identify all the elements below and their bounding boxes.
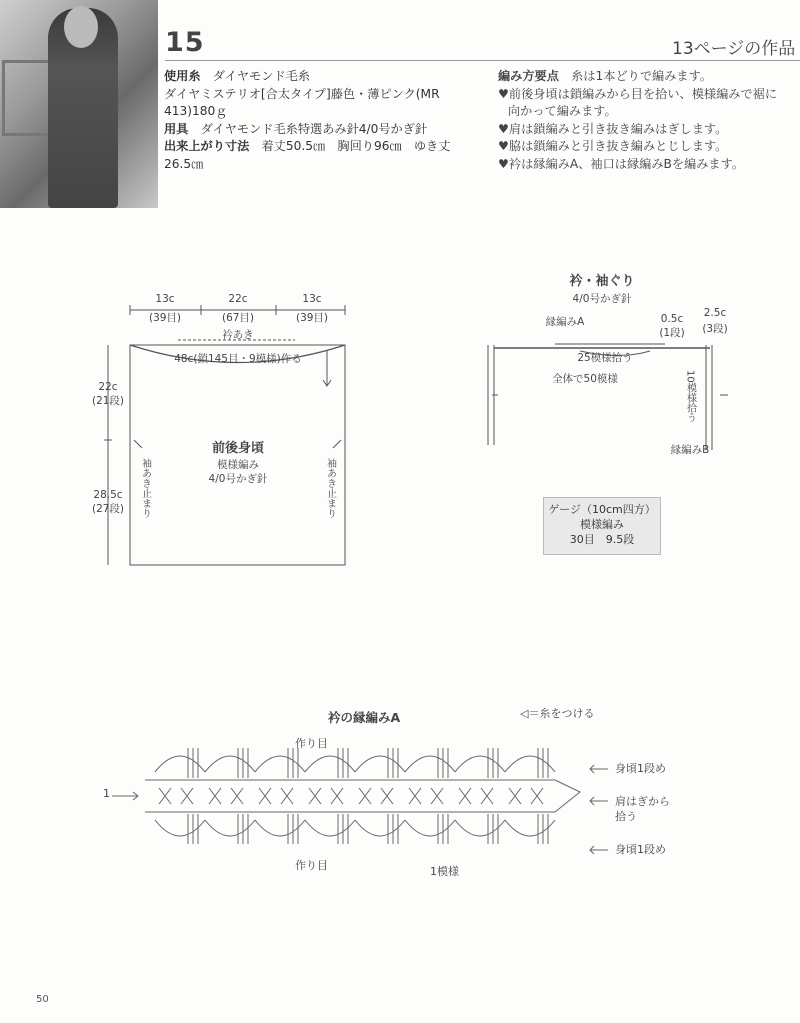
top-mid-width: 22c bbox=[228, 293, 248, 305]
body-title: 前後身頃 bbox=[211, 441, 265, 456]
pattern-number: 15 bbox=[165, 27, 205, 58]
chain-label: 48c(鎖145目・9模様)作る bbox=[174, 353, 302, 365]
right-rows: (3段) bbox=[702, 323, 728, 335]
chart-cross-stitch bbox=[259, 788, 271, 804]
instruction-step: ♥衿は縁編みA、袖口は縁編みBを編みます。 bbox=[498, 156, 745, 171]
chart-end-turn bbox=[555, 780, 580, 812]
chart-repeat-label: 1模様 bbox=[430, 865, 459, 878]
neck-label: 衿あき bbox=[222, 329, 254, 341]
edge-b-label: 縁編みB bbox=[670, 444, 710, 456]
chart-cross-stitch bbox=[209, 788, 221, 804]
gauge-stitch: 模様編み bbox=[580, 518, 624, 531]
collar-diagram bbox=[470, 270, 750, 470]
right-mid-arrow bbox=[590, 797, 608, 805]
left-upper-length: 22c bbox=[98, 381, 118, 393]
left-lower-rows: (27段) bbox=[91, 503, 125, 515]
top-right-width: 13c bbox=[302, 293, 322, 305]
body-stitch: 模様編み bbox=[217, 459, 259, 471]
total-label: 全体で50模様 bbox=[552, 373, 618, 385]
chart-title: 衿の縁編みA bbox=[328, 710, 401, 725]
instruction-step: ♥前後身頃は鎖編みから目を拾い、模様編みで裾に bbox=[498, 86, 778, 101]
chart-cross-stitch bbox=[509, 788, 521, 804]
chart-cross-stitch bbox=[531, 788, 543, 804]
left-upper-rows: (21段) bbox=[91, 395, 125, 407]
collar-title: 衿・袖ぐり bbox=[569, 274, 635, 289]
materials-block bbox=[164, 68, 474, 173]
header-divider bbox=[165, 60, 800, 61]
chart-top-label: 作り目 bbox=[295, 737, 328, 750]
right-small-width: 0.5c bbox=[660, 313, 684, 325]
body-diagram bbox=[90, 290, 360, 580]
chart-symbols bbox=[112, 748, 608, 854]
instructions-intro: 糸は1本どりで編みます。 bbox=[571, 69, 712, 83]
photo-window bbox=[2, 60, 52, 136]
chart-right-mid-2: 拾う bbox=[615, 810, 637, 823]
instructions-label: 編み方要点 bbox=[498, 69, 559, 83]
instruction-step: 向かって編みます。 bbox=[508, 104, 617, 118]
top-mid-rows: (67目) bbox=[221, 312, 255, 324]
instructions-block bbox=[498, 68, 800, 173]
chart-cross-stitch bbox=[409, 788, 421, 804]
chart-legend: ◁＝糸をつける bbox=[520, 707, 595, 720]
yarn-detail: ダイヤミステリオ[合太タイプ]藤色・薄ピンク(MR 413)180ｇ bbox=[164, 86, 440, 118]
chart-cross-stitch bbox=[231, 788, 243, 804]
right-bottom-arrow bbox=[590, 846, 608, 854]
collar-right-edge bbox=[706, 345, 712, 450]
size-label: 出来上がり寸法 bbox=[164, 139, 250, 153]
gauge-title: ゲージ（10cm四方） bbox=[548, 503, 656, 516]
gauge-box bbox=[543, 497, 661, 555]
top-left-rows: (39目) bbox=[148, 312, 182, 324]
yarn-brand: ダイヤモンド毛糸 bbox=[212, 69, 311, 83]
instruction-step: ♥脇は鎖編みと引き抜き編みとじします。 bbox=[498, 139, 728, 153]
chart-bottom-label: 作り目 bbox=[295, 859, 328, 872]
armhole-right-label: 袖あき止まり bbox=[324, 458, 336, 518]
tools-value: ダイヤモンド毛糸特選あみ針4/0号かぎ針 bbox=[200, 121, 428, 136]
row-1-arrow bbox=[112, 792, 138, 800]
page-number: 50 bbox=[36, 994, 49, 1005]
top-right-rows: (39目) bbox=[295, 312, 329, 324]
garment-photo bbox=[0, 0, 158, 208]
edge-a-label: 縁編みA bbox=[545, 316, 585, 328]
left-lower-length: 28.5c bbox=[93, 489, 123, 501]
chart-cross-stitch bbox=[309, 788, 321, 804]
chart-right-top: 身頃1段め bbox=[615, 762, 666, 775]
page-reference: 13ページの作品 bbox=[672, 39, 796, 59]
right-width: 2.5c bbox=[703, 307, 727, 319]
chart-row-label: 1 bbox=[103, 787, 110, 800]
chart-cross-stitch bbox=[331, 788, 343, 804]
armhole-left-label: 袖あき止まり bbox=[139, 458, 151, 518]
stitch-chart bbox=[100, 700, 700, 890]
tools-label: 用具 bbox=[164, 121, 189, 136]
collar-hook: 4/0号かぎ針 bbox=[572, 293, 632, 305]
chart-cross-stitch bbox=[281, 788, 293, 804]
chart-cross-stitch bbox=[181, 788, 193, 804]
photo-model-head bbox=[64, 6, 98, 48]
yarn-label: 使用糸 bbox=[164, 69, 201, 83]
size-value: 着丈50.5㎝ 胸回り96㎝ ゆき丈 26.5㎝ bbox=[164, 139, 451, 171]
side-pickup-label: 10模様拾う bbox=[684, 370, 696, 423]
instruction-step: ♥肩は鎖編みと引き抜き編みはぎします。 bbox=[498, 121, 728, 136]
chart-cross-stitch bbox=[481, 788, 493, 804]
pickup-label: 25模様拾う bbox=[577, 352, 633, 364]
chart-cross-stitch bbox=[359, 788, 371, 804]
chart-cross-stitch bbox=[459, 788, 471, 804]
body-hook: 4/0号かぎ針 bbox=[208, 473, 268, 485]
right-small-rows: (1段) bbox=[659, 327, 685, 339]
chart-cross-stitch bbox=[159, 788, 171, 804]
chart-right-mid-1: 肩はぎから bbox=[615, 795, 670, 808]
gauge-value: 30目 9.5段 bbox=[569, 533, 635, 546]
chart-cross-stitch bbox=[381, 788, 393, 804]
right-top-arrow bbox=[590, 765, 608, 773]
top-left-width: 13c bbox=[155, 293, 175, 305]
chart-cross-stitch bbox=[431, 788, 443, 804]
chart-right-bottom: 身頃1段め bbox=[615, 843, 666, 856]
